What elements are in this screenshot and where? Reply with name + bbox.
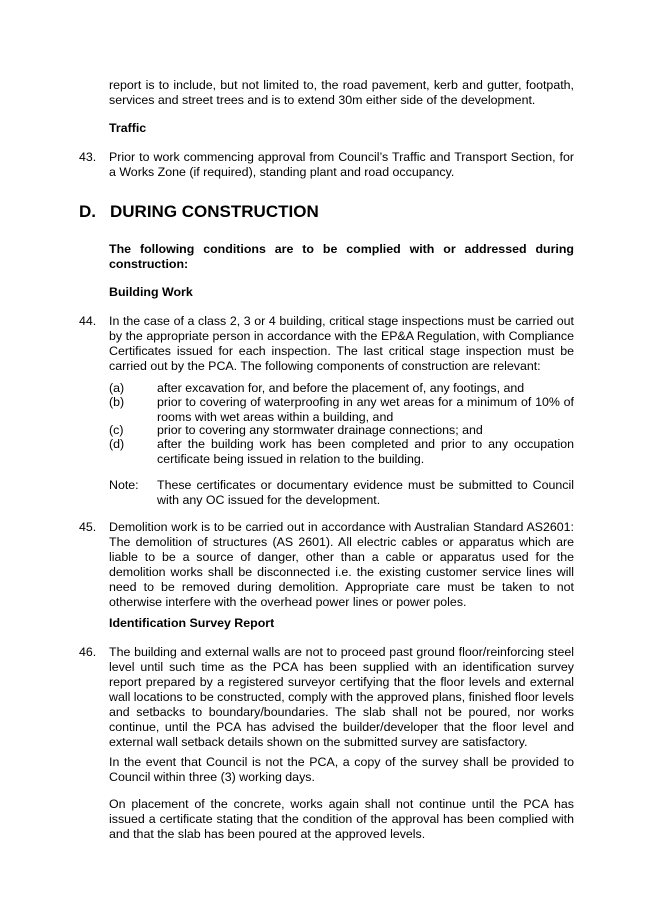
list-item-text: after excavation for, and before the placement of, any footings, and bbox=[157, 381, 525, 395]
list-item-label: (c) bbox=[109, 423, 124, 437]
list-item-text: prior to covering any stormwater drainage connections; and bbox=[157, 423, 483, 437]
building-work-heading: Building Work bbox=[109, 285, 193, 299]
condition-44-number: 44. bbox=[79, 314, 97, 328]
section-d-title: DURING CONSTRUCTION bbox=[110, 202, 319, 221]
condition-46-paragraph-2: In the event that Council is not the PCA, a copy of the survey shall be provided to Council within three (3) working days. bbox=[109, 755, 574, 784]
note-text: These certificates or documentary evidence must be submitted to Council with any OC issued for the development. bbox=[157, 478, 574, 507]
condition-45-text: Demolition work is to be carried out in accordance with Australian Standard AS2601: The demolition of structures (AS 2601). All electric cables or apparatus which are liable to be a source of danger, other than a cable or apparatus used for the demolition works shall be disconnected i.e. the existing customer service lines will need to be removed during demolition. Appropriate care must be taken to not otherwise interfere with the overhead power lines or power poles. bbox=[109, 520, 574, 609]
condition-43-text: Prior to work commencing approval from Council’s Traffic and Transport Section, for a Works Zone (if required), standing plant and road occupancy. bbox=[109, 150, 574, 179]
note-label: Note: bbox=[109, 478, 139, 492]
list-item-label: (d) bbox=[109, 437, 125, 451]
condition-46-text: The building and external walls are not to proceed past ground floor/reinforcing steel level until such time as the PCA has been supplied with an identification survey report prepared by a registered surveyor certifying that the floor levels and external wall locations to be constructed, comply with the approved plans, finished floor levels and setbacks to boundary/boundaries. The slab shall not be poured, nor works continue, until the PCA has advised the builder/developer that the floor level and external wall setback details shown on the submitted survey are satisfactory. bbox=[109, 645, 574, 749]
list-item-label: (a) bbox=[109, 381, 125, 395]
traffic-heading: Traffic bbox=[109, 121, 147, 135]
condition-46-number: 46. bbox=[79, 645, 97, 659]
section-intro: The following conditions are to be complied with or addressed during construction: bbox=[109, 242, 574, 271]
condition-43-number: 43. bbox=[79, 150, 97, 164]
condition-46-paragraph-3: On placement of the concrete, works again shall not continue until the PCA has issued a certificate stating that the condition of the approval has been complied with and that the slab has been poured at the approved levels. bbox=[109, 797, 574, 841]
condition-44-text: In the case of a class 2, 3 or 4 building, critical stage inspections must be carried out by the appropriate person in accordance with the EP&A Regulation, with Compliance Certificates issued for each inspection. The last critical stage inspection must be carried out by the PCA. The following components of construction are relevant: bbox=[109, 314, 574, 373]
survey-heading: Identification Survey Report bbox=[109, 616, 275, 630]
list-item-label: (b) bbox=[109, 395, 125, 409]
intro-paragraph: report is to include, but not limited to, the road pavement, kerb and gutter, footpath, services and street trees and is to extend 30m either side of the development. bbox=[109, 78, 574, 107]
list-item-text: after the building work has been completed and prior to any occupation certificate being issued in relation to the building. bbox=[157, 437, 574, 466]
section-d-letter: D. bbox=[79, 202, 96, 221]
condition-45-number: 45. bbox=[79, 520, 97, 534]
list-item-text: prior to covering of waterproofing in any wet areas for a minimum of 10% of rooms with wet areas within a building, and bbox=[157, 395, 574, 424]
